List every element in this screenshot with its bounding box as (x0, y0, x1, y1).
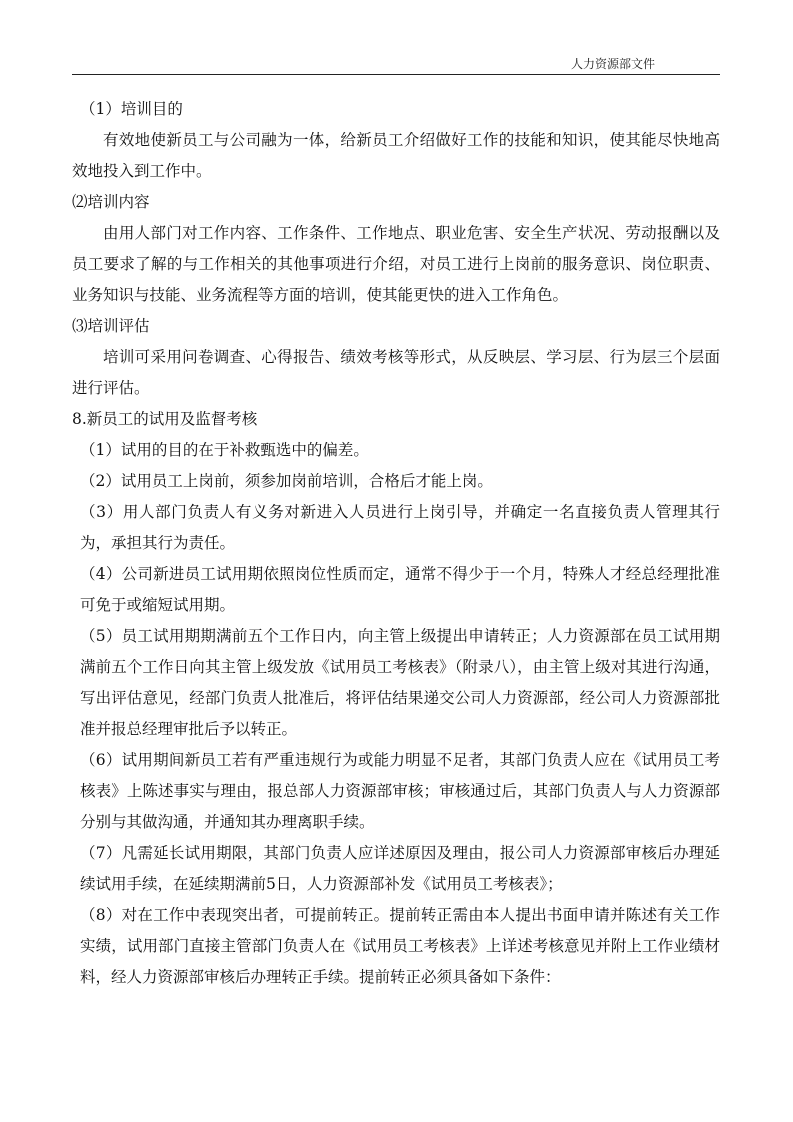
list-item: （8）对在工作中表现突出者，可提前转正。提前转正需由本人提出书面申请并陈述有关工作实绩，试用部门直接主管部门负责人在《试用员工考核表》上详述考核意见并附上工作业绩材料，经人力资源部审核后办理转正手续。提前转正必须具备如下条件： (80, 906, 720, 986)
list-item: （2）试用员工上岗前，须参加岗前培训，合格后才能上岗。 (80, 472, 493, 490)
list-item: （7）凡需延长试用期限，其部门负责人应详述原因及理由，报公司人力资源部审核后办理延续试用手续，在延续期满前5日，人力资源部补发《试用员工考核表》； (80, 844, 720, 893)
section-heading: ⑶培训评估 (72, 317, 150, 335)
document-body (72, 94, 720, 993)
paragraph: （1）培训目的 (80, 100, 183, 118)
list-item: （4）公司新进员工试用期依照岗位性质而定，通常不得少于一个月，特殊人才经总经理批准可免于或缩短试用期。 (80, 565, 720, 614)
section-heading: ⑵培训内容 (72, 193, 150, 211)
paragraph: 培训可采用问卷调查、心得报告、绩效考核等形式，从反映层、学习层、行为层三个层面进行评估。 (72, 348, 720, 397)
section-heading: 8.新员工的试用及监督考核 (72, 410, 258, 428)
header-divider (72, 74, 720, 75)
page-header-text: 人力资源部文件 (570, 57, 655, 71)
list-item: （5）员工试用期期满前五个工作日内，向主管上级提出申请转正；人力资源部在员工试用期满前五个工作日向其主管上级发放《试用员工考核表》（附录八），由主管上级对其进行沟通，写出评估意见，经部门负责人批准后，将评估结果递交公司人力资源部，经公司人力资源部批准并报总经理审批后予以转正。 (80, 627, 720, 738)
list-item: （1）试用的目的在于补救甄选中的偏差。 (80, 441, 369, 459)
paragraph: 有效地使新员工与公司融为一体，给新员工介绍做好工作的技能和知识，使其能尽快地高效地投入到工作中。 (72, 131, 720, 180)
list-item: （3）用人部门负责人有义务对新进入人员进行上岗引导，并确定一名直接负责人管理其行为，承担其行为责任。 (80, 503, 720, 552)
paragraph: 由用人部门对工作内容、工作条件、工作地点、职业危害、安全生产状况、劳动报酬以及员工要求了解的与工作相关的其他事项进行介绍，对员工进行上岗前的服务意识、岗位职责、业务知识与技能、业务流程等方面的培训，使其能更快的进入工作角色。 (72, 224, 720, 304)
list-item: （6）试用期间新员工若有严重违规行为或能力明显不足者，其部门负责人应在《试用员工考核表》上陈述事实与理由，报总部人力资源部审核；审核通过后，其部门负责人与人力资源部分别与其做沟通，并通知其办理离职手续。 (80, 751, 720, 831)
